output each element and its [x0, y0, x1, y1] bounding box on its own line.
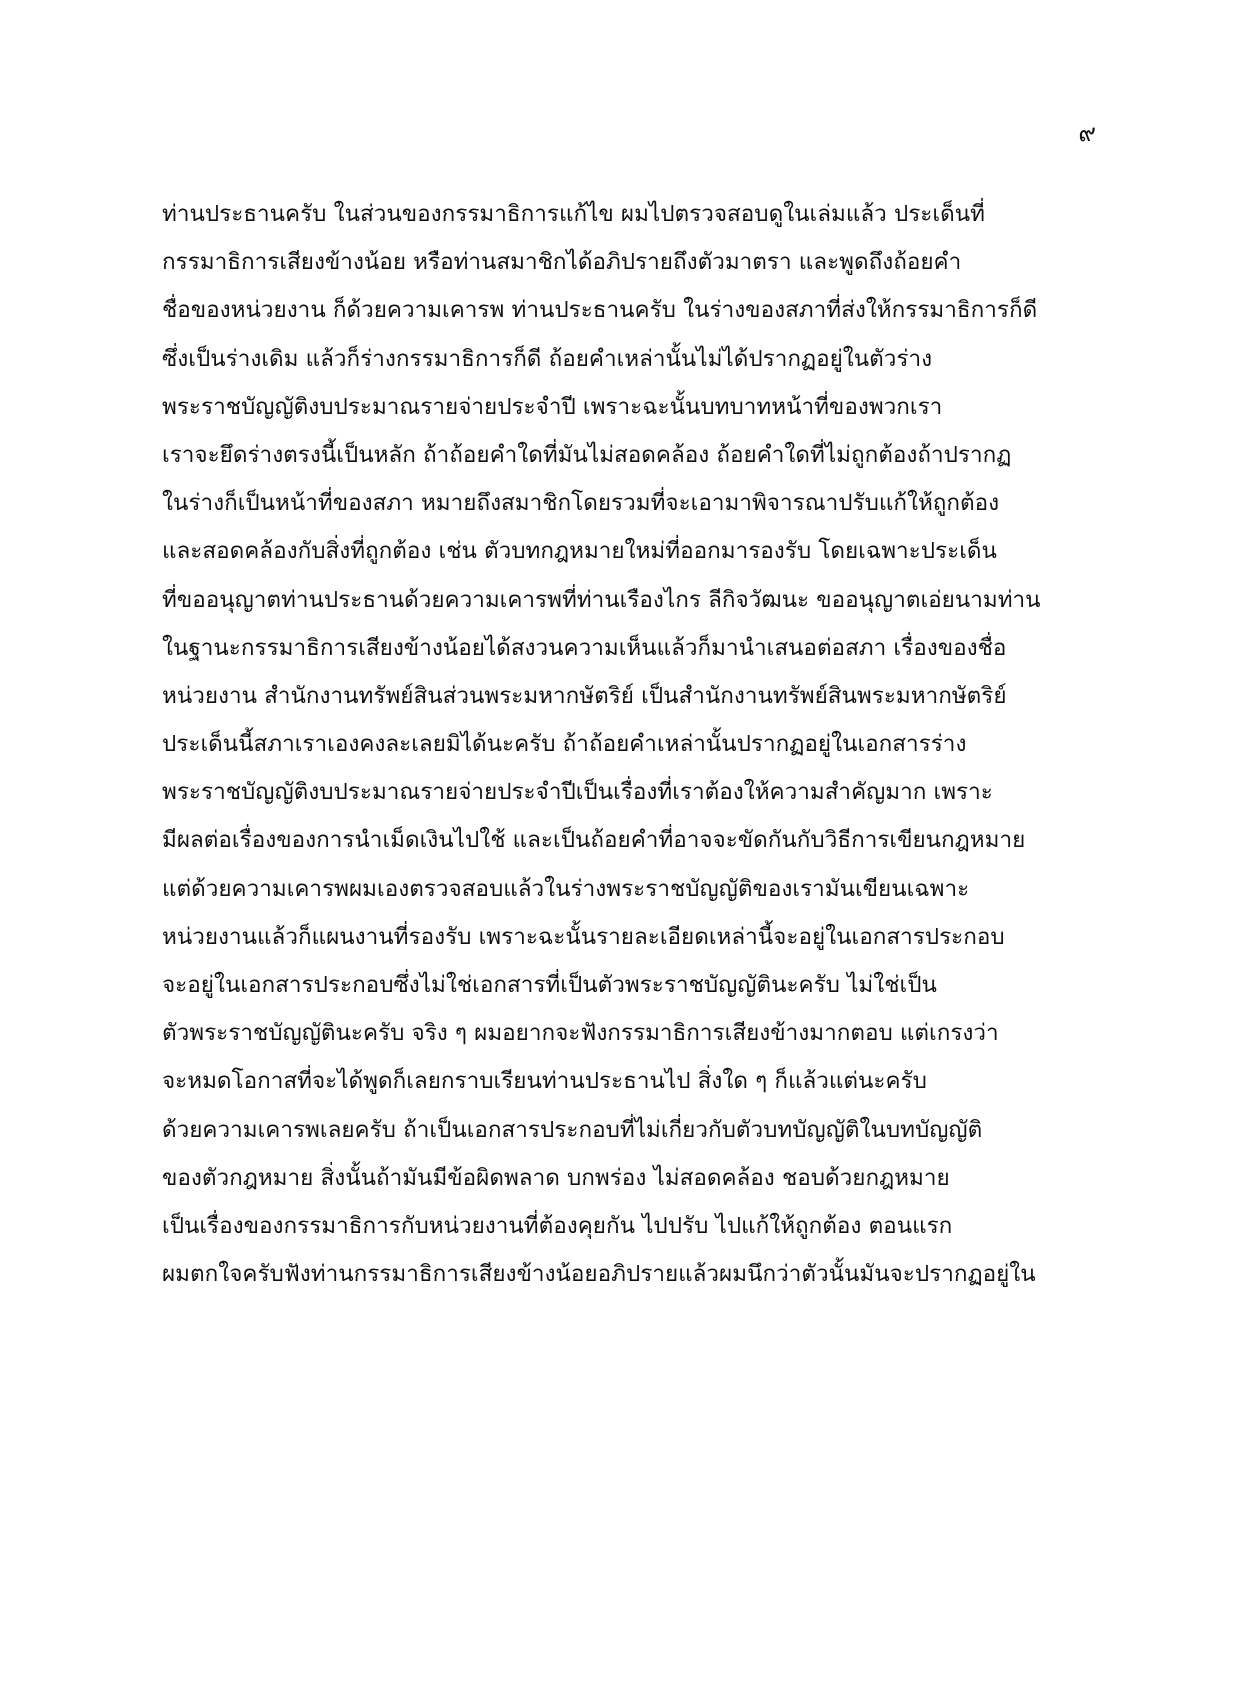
- text-line: และสอดคล้องกับสิ่งที่ถูกต้อง เช่น ตัวบทกฎหมายใหม่ที่ออกมารองรับ โดยเฉพาะประเด็น: [162, 538, 997, 565]
- body-text: [162, 190, 1102, 1298]
- text-line: เราจะยึดร่างตรงนี้เป็นหลัก ถ้าถ้อยคำใดที่มันไม่สอดคล้อง ถ้อยคำใดที่ไม่ถูกต้องถ้าปรากฏ: [162, 441, 1012, 468]
- text-line: จะหมดโอกาสที่จะได้พูดก็เลยกราบเรียนท่านประธานไป สิ่งใด ๆ ก็แล้วแต่นะครับ: [162, 1068, 927, 1095]
- text-line: ของตัวกฎหมาย สิ่งนั้นถ้ามันมีข้อผิดพลาด บกพร่อง ไม่สอดคล้อง ชอบด้วยกฎหมาย: [162, 1164, 950, 1191]
- text-line: ในฐานะกรรมาธิการเสียงข้างน้อยได้สงวนความเห็นแล้วก็มานำเสนอต่อสภา เรื่องของชื่อ: [162, 634, 1007, 661]
- text-line: ชื่อของหน่วยงาน ก็ด้วยความเคารพ ท่านประธานครับ ในร่างของสภาที่ส่งให้กรรมาธิการก็ดี: [162, 297, 1038, 324]
- text-line: ในร่างก็เป็นหน้าที่ของสภา หมายถึงสมาชิกโดยรวมที่จะเอามาพิจารณาปรับแก้ให้ถูกต้อง: [162, 490, 1000, 517]
- text-line: หน่วยงาน สำนักงานทรัพย์สินส่วนพระมหากษัตริย์ เป็นสำนักงานทรัพย์สินพระมหากษัตริย์: [162, 682, 1007, 709]
- text-line: แต่ด้วยความเคารพผมเองตรวจสอบแล้วในร่างพระราชบัญญัติของเรามันเขียนเฉพาะ: [162, 875, 970, 902]
- text-line: ที่ขออนุญาตท่านประธานด้วยความเคารพที่ท่านเรืองไกร ลีกิจวัฒนะ ขออนุญาตเอ่ยนามท่าน: [162, 586, 1041, 613]
- text-line: ประเด็นนี้สภาเราเองคงละเลยมิได้นะครับ ถ้าถ้อยคำเหล่านั้นปรากฏอยู่ในเอกสารร่าง: [162, 731, 967, 758]
- text-line: ผมตกใจครับฟังท่านกรรมาธิการเสียงข้างน้อยอภิปรายแล้วผมนึกว่าตัวนั้นมันจะปรากฏอยู่ใน: [162, 1261, 1036, 1288]
- text-line: มีผลต่อเรื่องของการนำเม็ดเงินไปใช้ และเป็นถ้อยคำที่อาจจะขัดกันกับวิธีการเขียนกฎหมาย: [162, 827, 1026, 854]
- text-line: ตัวพระราชบัญญัตินะครับ จริง ๆ ผมอยากจะฟังกรรมาธิการเสียงข้างมากตอบ แต่เกรงว่า: [162, 1020, 999, 1047]
- text-line: พระราชบัญญัติงบประมาณรายจ่ายประจำปี เพราะฉะนั้นบทบาทหน้าที่ของพวกเรา: [162, 393, 943, 420]
- text-line: เป็นเรื่องของกรรมาธิการกับหน่วยงานที่ต้องคุยกัน ไปปรับ ไปแก้ให้ถูกต้อง ตอนแรก: [162, 1212, 953, 1239]
- text-line: กรรมาธิการเสียงข้างน้อย หรือท่านสมาชิกได้อภิปรายถึงตัวมาตรา และพูดถึงถ้อยคำ: [162, 249, 962, 276]
- text-line: พระราชบัญญัติงบประมาณรายจ่ายประจำปีเป็นเรื่องที่เราต้องให้ความสำคัญมาก เพราะ: [162, 779, 993, 806]
- text-line: ด้วยความเคารพเลยครับ ถ้าเป็นเอกสารประกอบที่ไม่เกี่ยวกับตัวบทบัญญัติในบทบัญญัติ: [162, 1116, 983, 1143]
- text-line: หน่วยงานแล้วก็แผนงานที่รองรับ เพราะฉะนั้นรายละเอียดเหล่านี้จะอยู่ในเอกสารประกอบ: [162, 923, 1005, 950]
- text-line: จะอยู่ในเอกสารประกอบซึ่งไม่ใช่เอกสารที่เป็นตัวพระราชบัญญัตินะครับ ไม่ใช่เป็น: [162, 972, 937, 998]
- page-number: ๙: [1078, 119, 1096, 147]
- text-line: ซึ่งเป็นร่างเดิม แล้วก็ร่างกรรมาธิการก็ดี ถ้อยคำเหล่านั้นไม่ได้ปรากฏอยู่ในตัวร่าง: [162, 345, 933, 372]
- text-line: ท่านประธานครับ ในส่วนของกรรมาธิการแก้ไข ผมไปตรวจสอบดูในเล่มแล้ว ประเด็นที่: [162, 201, 985, 227]
